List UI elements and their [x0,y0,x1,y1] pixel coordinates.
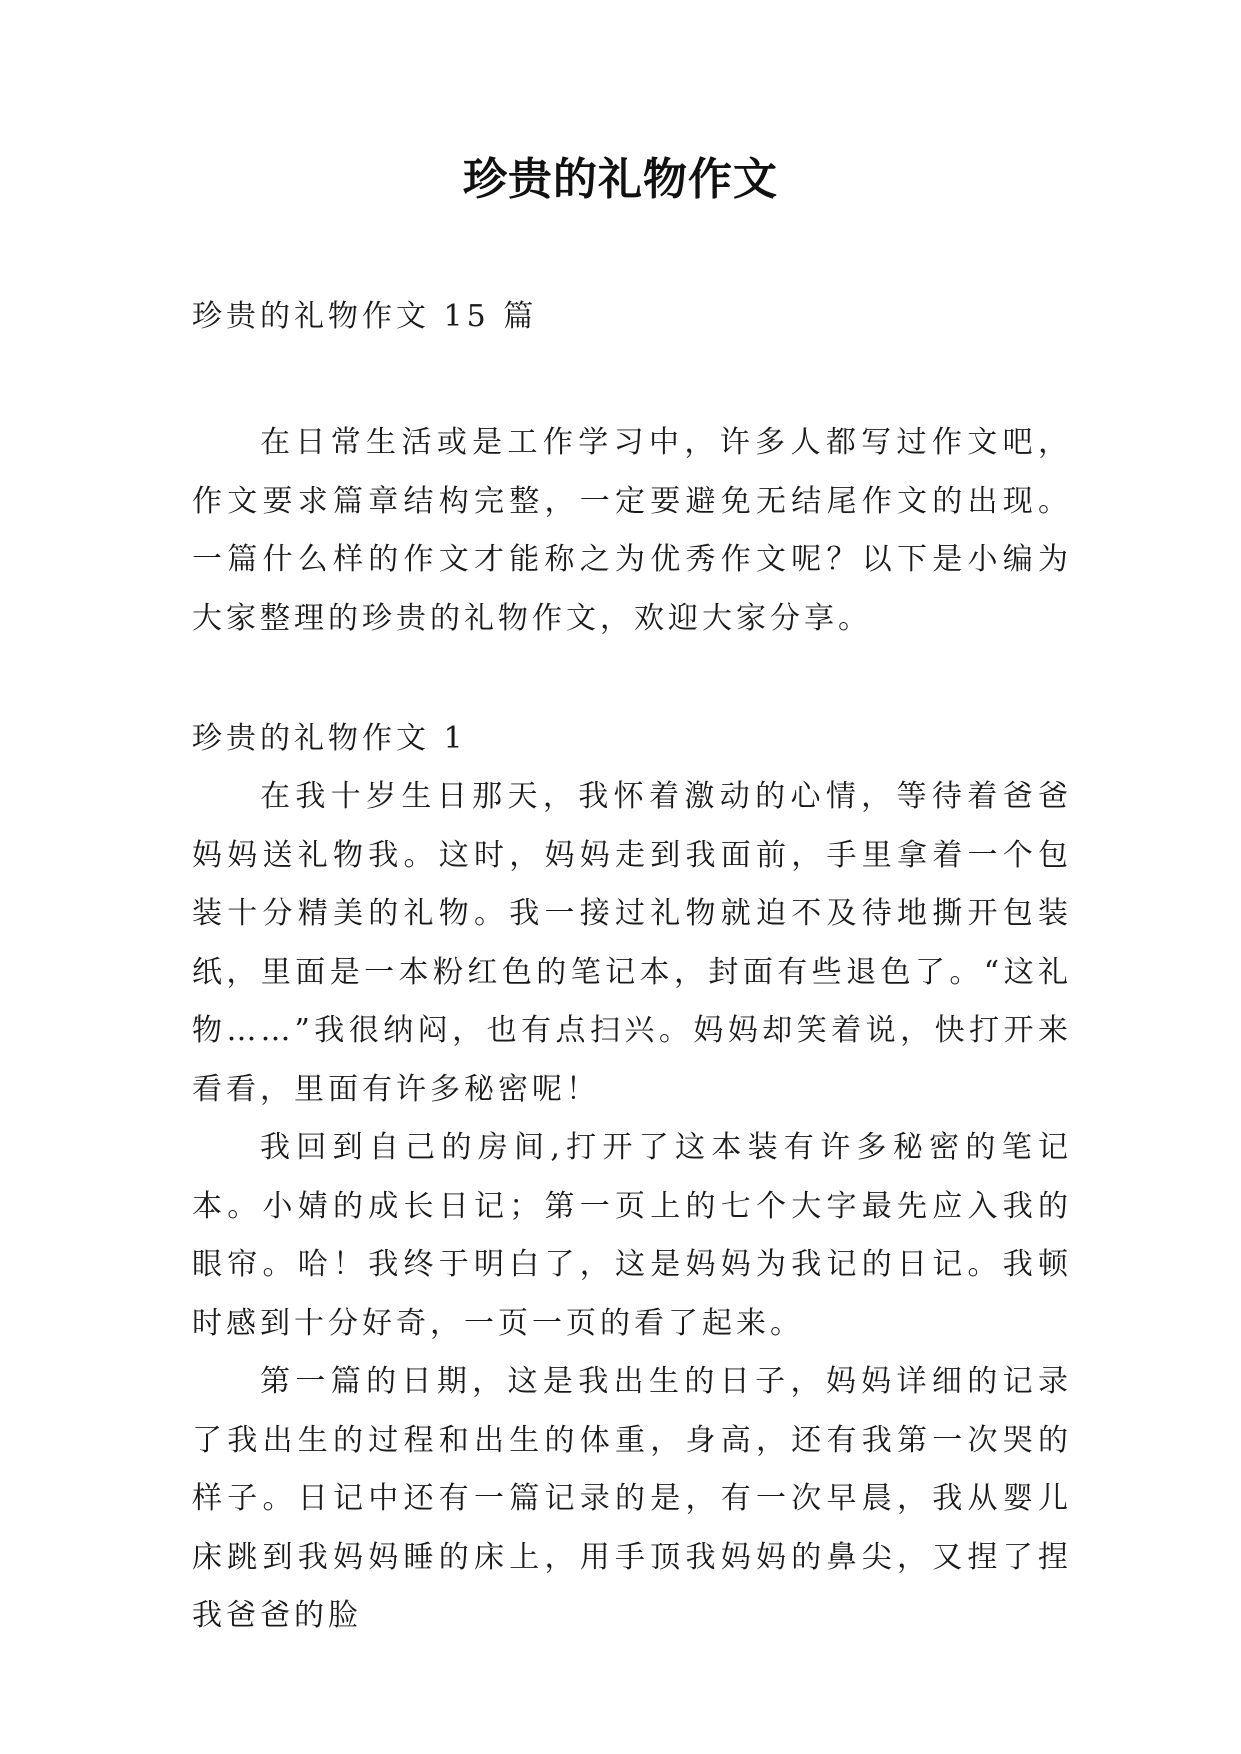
document-subtitle: 珍贵的礼物作文 15 篇 [192,299,538,334]
document-title: 珍贵的礼物作文 [463,154,778,205]
body-paragraph: 我回到自己的房间,打开了这本装有许多秘密的笔记本。小婧的成长日记；第一页上的七个大字最先应入我的眼帘。哈！我终于明白了，这是妈妈为我记的日记。我顿时感到十分好奇，一页一页的看了起来。 [192,1130,1072,1341]
spacer [192,346,1072,414]
section-heading: 珍贵的礼物作文 1 [192,721,467,756]
document-body [192,288,1072,1646]
body-paragraph: 在我十岁生日那天，我怀着激动的心情，等待着爸爸妈妈送礼物我。这时，妈妈走到我面前，手里拿着一个包装十分精美的礼物。我一接过礼物就迫不及待地撕开包装纸，里面是一本粉红色的笔记本，封面有些退色了。“这礼物……”我很纳闷，也有点扫兴。妈妈却笑着说，快打开来看看，里面有许多秘密呢！ [192,779,1072,1107]
intro-paragraph: 在日常生活或是工作学习中，许多人都写过作文吧，作文要求篇章结构完整，一定要避免无结尾作文的出现。一篇什么样的作文才能称之为优秀作文呢？以下是小编为大家整理的珍贵的礼物作文，欢迎大家分享。 [192,425,1072,636]
body-paragraph: 第一篇的日期，这是我出生的日子，妈妈详细的记录了我出生的过程和出生的体重，身高，还有我第一次哭的样子。日记中还有一篇记录的是，有一次早晨，我从婴儿床跳到我妈妈睡的床上，用手顶我妈妈的鼻尖，又捏了捏我爸爸的脸 [192,1364,1072,1633]
spacer [192,648,1072,710]
